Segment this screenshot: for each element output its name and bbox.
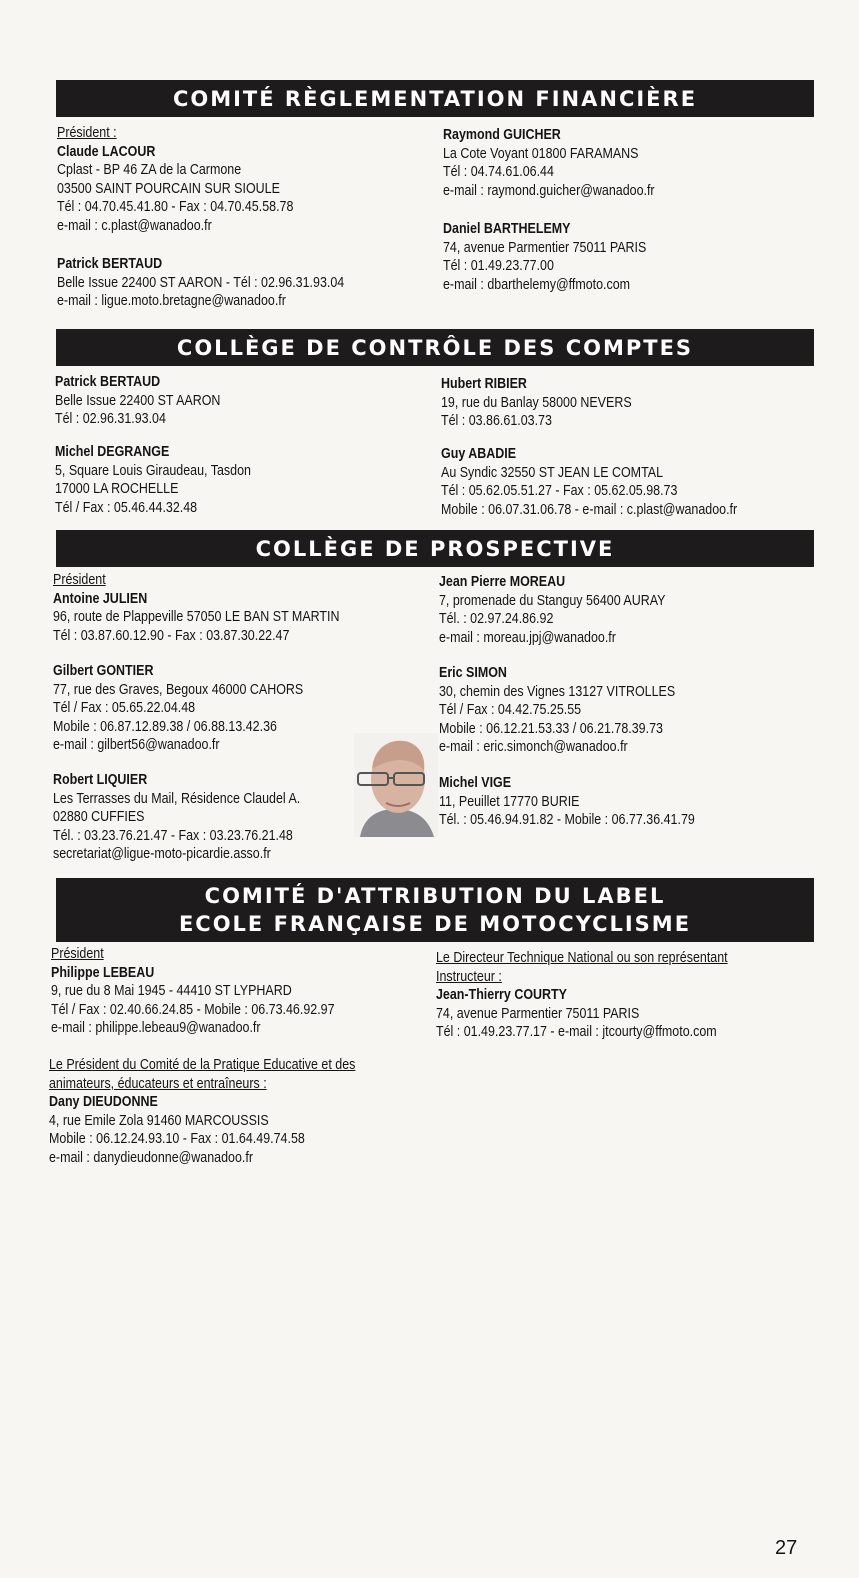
contact-line: Tél / Fax : 02.40.66.24.85 - Mobile : 06.73.46.92.97: [51, 1001, 335, 1018]
contact-email[interactable]: e-mail : moreau.jpj@wanadoo.fr: [439, 629, 616, 646]
contact-hubert-ribier: [441, 375, 632, 431]
contact-line: Belle Issue 22400 ST AARON - Tél : 02.96.31.93.04: [57, 274, 345, 291]
contact-line: 9, rue du 8 Mai 1945 - 44410 ST LYPHARD: [51, 983, 292, 1000]
contact-line: 7, promenade du Stanguy 56400 AURAY: [439, 592, 666, 609]
contact-email[interactable]: e-mail : raymond.guicher@wanadoo.fr: [443, 182, 655, 199]
contact-name: Daniel BARTHELEMY: [443, 221, 571, 237]
contact-line: 19, rue du Banlay 58000 NEVERS: [441, 394, 632, 411]
contact-guy-abadie: [441, 445, 737, 519]
contact-line: Tél. : 02.97.24.86.92: [439, 611, 554, 628]
contact-line: Mobile : 06.12.21.53.33 / 06.21.78.39.73: [439, 720, 663, 737]
section-title-line1: COMITÉ D'ATTRIBUTION DU LABEL: [204, 884, 666, 908]
section-title-controle-des-comptes: [56, 329, 814, 366]
contact-line: 74, avenue Parmentier 75011 PARIS: [436, 1005, 640, 1022]
contact-line: 17000 LA ROCHELLE: [55, 481, 179, 498]
contact-line: Tél : 04.74.61.06.44: [443, 164, 554, 181]
contact-role: Président: [51, 946, 104, 962]
contact-name: Patrick BERTAUD: [55, 374, 161, 390]
contact-name: Michel VIGE: [439, 775, 512, 791]
contact-name: Hubert RIBIER: [441, 376, 527, 392]
contact-email[interactable]: e-mail : eric.simonch@wanadoo.fr: [439, 739, 628, 756]
contact-name: Patrick BERTAUD: [57, 256, 163, 272]
contact-line: 4, rue Emile Zola 91460 MARCOUSSIS: [49, 1112, 269, 1129]
contact-philippe-lebeau: [51, 945, 335, 1038]
contact-name: Jean Pierre MOREAU: [439, 574, 566, 590]
contact-robert-liquier: [53, 771, 300, 864]
contact-email[interactable]: e-mail : ligue.moto.bretagne@wanadoo.fr: [57, 293, 286, 310]
contact-line: Tél / Fax : 05.46.44.32.48: [55, 499, 198, 516]
contact-line: 77, rue des Graves, Begoux 46000 CAHORS: [53, 681, 304, 698]
contact-role: Président: [53, 572, 106, 588]
contact-jean-pierre-moreau: [439, 573, 665, 647]
contact-line: 03500 SAINT POURCAIN SUR SIOULE: [57, 180, 280, 197]
contact-role-line2: animateurs, éducateurs et entraîneurs :: [49, 1075, 267, 1092]
contact-line: Tél : 03.87.60.12.90 - Fax : 03.87.30.22.47: [53, 627, 290, 644]
contact-line: Les Terrasses du Mail, Résidence Claudel A.: [53, 790, 301, 807]
contact-line: Tél : 02.96.31.93.04: [55, 411, 166, 428]
contact-raymond-guicher: [443, 126, 655, 200]
contact-michel-degrange: [55, 443, 251, 517]
contact-email[interactable]: e-mail : danydieudonne@wanadoo.fr: [49, 1149, 254, 1166]
contact-name: Gilbert GONTIER: [53, 663, 154, 679]
contact-name: Claude LACOUR: [57, 143, 156, 160]
contact-line: 02880 CUFFIES: [53, 809, 145, 826]
contact-email[interactable]: e-mail : gilbert56@wanadoo.fr: [53, 737, 220, 754]
contact-name: Antoine JULIEN: [53, 590, 148, 607]
contact-gilbert-gontier: [53, 662, 303, 755]
section-title: COLLÈGE DE CONTRÔLE DES COMPTES: [176, 335, 694, 360]
contact-line: Tél : 01.49.23.77.00: [443, 258, 554, 275]
contact-line: Belle Issue 22400 ST AARON: [55, 392, 221, 409]
contact-eric-simon: [439, 664, 675, 757]
page-number: 27: [775, 1537, 798, 1559]
contact-name: Dany DIEUDONNE: [49, 1094, 158, 1111]
contact-patrick-bertaud-2: [55, 373, 220, 429]
contact-name: Guy ABADIE: [441, 446, 517, 462]
contact-dany-dieudonne: [49, 1056, 355, 1168]
contact-line: Tél : 04.70.45.41.80 - Fax : 04.70.45.58.78: [57, 199, 294, 216]
contact-name: Raymond GUICHER: [443, 127, 561, 143]
contact-antoine-julien: [53, 571, 340, 645]
contact-jean-thierry-courty: [436, 949, 728, 1042]
contact-name: Eric SIMON: [439, 665, 507, 681]
section-title-reglementation-financiere: [56, 80, 814, 117]
contact-line: 5, Square Louis Giraudeau, Tasdon: [55, 462, 251, 479]
contact-line: Tél : 05.62.05.51.27 - Fax : 05.62.05.98.73: [441, 483, 678, 500]
contact-line: Mobile : 06.07.31.06.78 - e-mail : c.plast@wanadoo.fr: [441, 501, 738, 518]
contact-line: Tél / Fax : 05.65.22.04.48: [53, 700, 196, 717]
section-title: COMITÉ RÈGLEMENTATION FINANCIÈRE: [172, 86, 698, 111]
contact-patrick-bertaud: [57, 255, 344, 311]
section-title-prospective: [56, 530, 814, 567]
contact-line: Tél : 01.49.23.77.17 - e-mail : jtcourty@ffmoto.com: [436, 1024, 717, 1041]
contact-line: 74, avenue Parmentier 75011 PARIS: [443, 239, 647, 256]
contact-name: Philippe LEBEAU: [51, 964, 155, 981]
contact-claude-lacour: [57, 124, 293, 236]
contact-name: Robert LIQUIER: [53, 772, 148, 788]
contact-line: Tél. : 03.23.76.21.47 - Fax : 03.23.76.21.48: [53, 827, 293, 844]
contact-role: Président :: [57, 125, 117, 141]
contact-line: Mobile : 06.87.12.89.38 / 06.88.13.42.36: [53, 718, 277, 735]
contact-line: 11, Peuillet 17770 BURIE: [439, 793, 580, 810]
contact-email[interactable]: secretariat@ligue-moto-picardie.asso.fr: [53, 846, 271, 863]
contact-daniel-barthelemy: [443, 220, 646, 294]
contact-role-line2: Instructeur :: [436, 968, 502, 985]
section-title-line2: ECOLE FRANÇAISE DE MOTOCYCLISME: [178, 912, 692, 936]
portrait-photo: [354, 733, 438, 837]
contact-name: Michel DEGRANGE: [55, 444, 170, 460]
contact-email[interactable]: e-mail : c.plast@wanadoo.fr: [57, 217, 212, 234]
contact-line: 96, route de Plappeville 57050 LE BAN ST MARTIN: [53, 609, 340, 626]
contact-role-line1: Le Président du Comité de la Pratique Educative et des: [49, 1057, 356, 1073]
contact-line: 30, chemin des Vignes 13127 VITROLLES: [439, 683, 676, 700]
contact-line: Tél / Fax : 04.42.75.25.55: [439, 702, 582, 719]
contact-name: Jean-Thierry COURTY: [436, 987, 567, 1004]
contact-line: Au Syndic 32550 ST JEAN LE COMTAL: [441, 464, 664, 481]
section-title: COLLÈGE DE PROSPECTIVE: [255, 536, 615, 561]
contact-line: Tél : 03.86.61.03.73: [441, 413, 552, 430]
contact-email[interactable]: e-mail : philippe.lebeau9@wanadoo.fr: [51, 1020, 261, 1037]
section-title-label-efm: [56, 878, 814, 942]
contact-line: Tél. : 05.46.94.91.82 - Mobile : 06.77.36.41.79: [439, 812, 695, 829]
contact-michel-vige: [439, 774, 695, 830]
contact-line: Cplast - BP 46 ZA de la Carmone: [57, 162, 242, 179]
contact-role-line1: Le Directeur Technique National ou son représentant: [436, 950, 728, 966]
contact-email[interactable]: e-mail : dbarthelemy@ffmoto.com: [443, 276, 631, 293]
contact-line: La Cote Voyant 01800 FARAMANS: [443, 145, 639, 162]
contact-line: Mobile : 06.12.24.93.10 - Fax : 01.64.49.74.58: [49, 1131, 305, 1148]
